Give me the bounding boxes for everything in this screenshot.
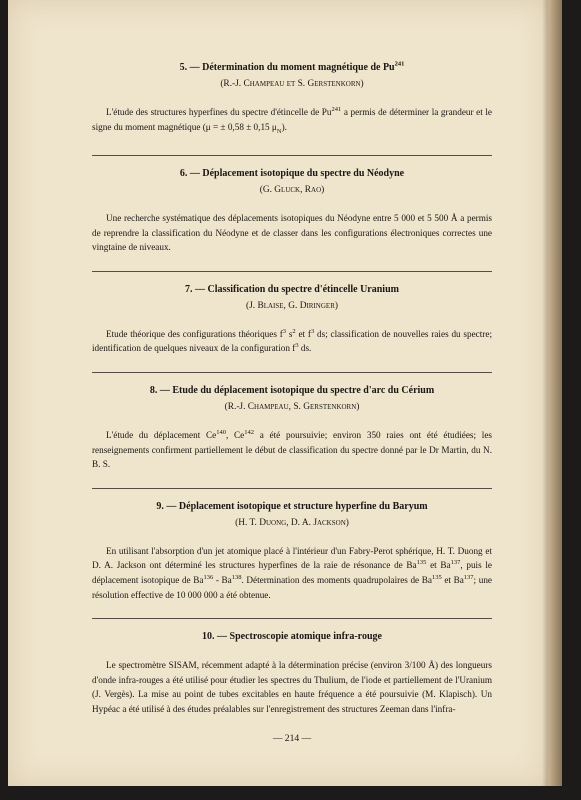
section-8-body-part: L'étude du déplacement Ce [106,429,217,440]
section-9-body-part: , puis le déplacement isotopique de Ba [92,560,492,585]
section-9-body-part: En utilisant l'absorption d'un jet atomique placé à l'intérieur d'un Fabry-Perot sphérique, H. T. Duong et D. A. Jackson ont déterminé les structures hyperfines de la raie de résonance de Ba [92,545,492,571]
section-8-body [92,428,492,472]
page-edge-shadow [548,0,562,786]
section-5-authors: (R.-J. Champeau et S. Gerstenkorn) [220,79,364,89]
section-6 [92,166,492,255]
section-9-body-sup: 135 [416,559,427,567]
section-7-authors: (J. Blaise, G. Diringer) [246,300,338,311]
section-5-title-sup: 241 [394,60,405,68]
section-8-body-part: a été poursuivie; environ 350 raies ont été étudiées; les renseignements confirment partiellement le début de classification du spectre donné par le Dr Martin, du N. B. S. [92,429,492,470]
section-7-body-part: ds. [298,343,312,354]
section-9-body-part: . Détermination des moments quadrupolaires de Ba [241,574,432,585]
section-7-body-sup: 3 [295,342,299,350]
section-7-body [92,327,492,356]
separator-rule [92,155,492,156]
section-8 [92,383,492,472]
section-9-body-sup: 138 [231,573,242,581]
section-6-title: 6. — Déplacement isotopique du spectre du Néodyne [179,168,405,180]
section-10-body: Le spectromètre SISAM, récemment adapté à la détermination précise (environ 3/100 Å) des longueurs d'onde infra-rouges a été utilisé pour étudier les spectres du Thulium, de l'iode et partiellement de l'Uranium (J. Vergès). La mise au point de tubes excitables en haute fréquence a été poursuivie (M. Klapisch). Un Hypéac a été utilisé à des études préalables sur l'enregistrement des structures Zeeman dans l'infra- [92,660,492,714]
section-7-body-part: Etude théorique des configurations théoriques f [106,328,283,339]
section-7-body-sup: 2 [292,327,296,335]
section-5-title [92,60,492,75]
section-7-body-part: ds; classification de nouvelles raies du spectre; identification de quelques niveaux de la configuration f [92,328,492,354]
section-9-body-part: ; une résolution effective de 10 000 000 a été obtenue. [92,574,492,600]
section-7-body-part: s [286,328,293,339]
section-9-body-part: - Ba [213,574,232,585]
section-5-body-part: a permis de déterminer la grandeur et le signe du moment magnétique (μ = ± 0,58 ± 0,15 μ [92,107,492,132]
page-content [92,60,492,717]
page-number: — 214 — [272,733,312,744]
section-5-body-sup: 241 [331,105,342,113]
section-9-body [92,544,492,602]
section-8-body-part: , Ce [225,429,245,440]
section-8-body-sup: 140 [216,428,226,436]
section-7-body-part: et f [295,328,311,339]
section-7 [92,282,492,356]
separator-rule [92,271,492,272]
section-6-body: Une recherche systématique des déplacements isotopiques du Néodyne entre 5 000 et 5 500 Å a permis de reprendre la classification du Néodyne et de classer dans les configurations électroniques correctes une vingtaine de niveaux. [92,213,492,253]
separator-rule [92,372,492,373]
section-9-body-sup: 137 [450,559,461,567]
section-9-authors: (H. T. Duong, D. A. Jackson) [235,517,349,528]
section-5-title-text: 5. — Détermination du moment magnétique de Pu [179,62,395,73]
section-9-body-part: et Ba [441,574,464,585]
separator-rule [92,488,492,489]
section-9-body-sup: 136 [203,573,214,581]
section-10 [92,629,492,716]
section-9-title: 9. — Déplacement isotopique et structure hyperfine du Baryum [156,500,428,512]
section-5-body-part: L'étude des structures hyperfines du spectre d'étincelle de Pu [106,107,332,117]
section-5-body-sub: N [276,127,282,135]
section-6-authors: (G. Gluck, Rao) [259,185,325,196]
section-7-title: 7. — Classification du spectre d'étincelle Uranium [185,283,399,295]
section-9-body-sup: 137 [463,573,474,581]
section-9-body-sup: 135 [431,573,442,581]
section-5 [92,60,492,139]
section-10-title: 10. — Spectroscopie atomique infra-rouge [202,631,382,643]
section-7-body-sup: 3 [282,327,287,335]
section-5-body-part: ). [281,121,287,132]
separator-rule [92,618,492,619]
section-8-body-sup: 142 [244,428,254,436]
section-9-body-part: et Ba [426,560,451,571]
section-9 [92,499,492,602]
section-7-body-sup: 3 [310,327,315,335]
section-8-authors: (R.-J. Champeau, S. Gerstenkorn) [224,401,360,412]
section-8-title: 8. — Etude du déplacement isotopique du spectre d'arc du Cérium [149,384,435,396]
section-5-body [92,105,492,139]
